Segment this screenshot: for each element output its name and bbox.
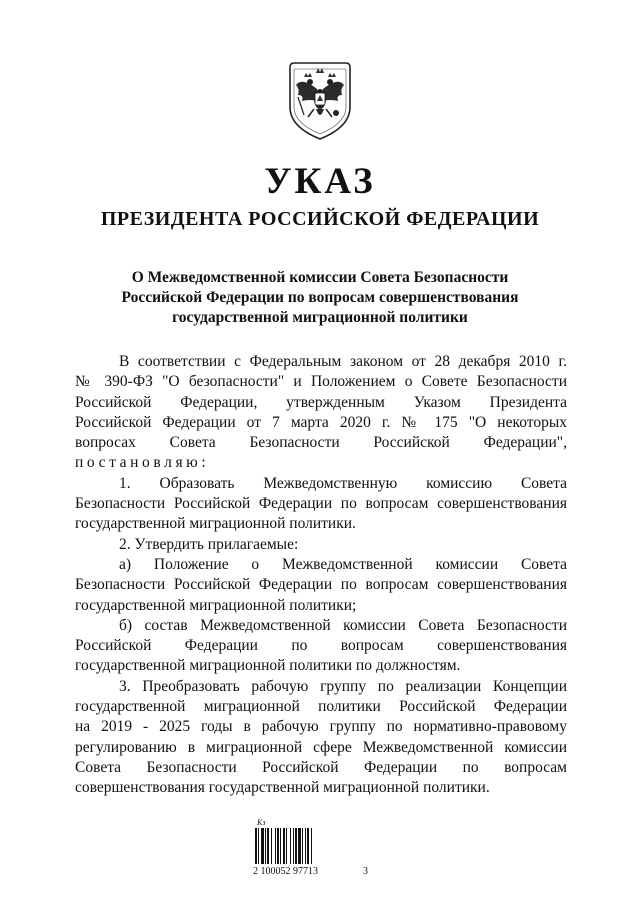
text-line: Российской Федерации от 7 марта 2020 г. № 175 "О некоторых — [75, 413, 567, 431]
text-line: постановляю: — [75, 454, 210, 472]
barcode — [253, 818, 373, 882]
text-line: 3. Преобразовать рабочую группу по реализации Концепции — [119, 677, 567, 695]
text-line: совершенствования государственной миграционной политики. — [75, 779, 490, 797]
text-line: а) Положение о Межведомственной комиссии Совета — [119, 555, 567, 573]
text-line: В соответствии с Федеральным законом от 28 декабря 2010 г. — [119, 353, 567, 370]
decree-heading-line: О Межведомственной комиссии Совета Безопасности — [131, 269, 509, 286]
paragraph-item-2 — [75, 535, 567, 555]
text-line: государственной миграционной политики по должностям. — [75, 657, 461, 675]
text-line: Российской Федерации, утвержденным Указом Президента — [75, 393, 567, 411]
barcode-check-digit: 3 — [363, 866, 368, 877]
coat-of-arms-emblem-icon — [284, 55, 356, 141]
document-title: УКАЗ — [264, 161, 376, 202]
paragraph-item-1 — [75, 474, 567, 535]
text-line: Безопасности Российской Федерации по вопросам совершенствования — [75, 495, 567, 513]
paragraph-preamble — [75, 352, 567, 453]
text-line: регулированию в миграционной сфере Межведомственной комиссии — [75, 738, 567, 756]
text-line: 1. Образовать Межведомственную комиссию Совета — [119, 474, 567, 492]
decree-heading — [90, 268, 550, 328]
barcode-handwritten-mark: Кз — [257, 818, 266, 827]
text-line: вопросах Совета Безопасности Российской Федерации", — [75, 434, 567, 452]
decree-heading-line: Российской Федерации по вопросам совершенствования — [121, 289, 519, 306]
paragraph-item-3 — [75, 677, 567, 799]
text-line: государственной миграционной политики; — [75, 596, 357, 614]
barcode-number: 2 100052 97713 — [253, 866, 318, 877]
text-line: государственной миграционной политики. — [75, 515, 356, 533]
text-line: Российской Федерации по вопросам совершенствования — [75, 637, 567, 655]
decree-heading-line: государственной миграционной политики — [172, 309, 468, 326]
text-line: 2. Утвердить прилагаемые: — [119, 535, 299, 553]
decree-body — [75, 352, 567, 799]
document-subtitle: ПРЕЗИДЕНТА РОССИЙСКОЙ ФЕДЕРАЦИИ — [100, 208, 540, 230]
paragraph-resolve — [75, 453, 567, 473]
text-line: государственной миграционной политики Российской Федерации — [75, 698, 567, 716]
text-line: б) состав Межведомственной комиссии Совета Безопасности — [119, 616, 567, 634]
text-line: Безопасности Российской Федерации по вопросам совершенствования — [75, 576, 567, 594]
text-line: № 390-ФЗ "О безопасности" и Положением о Совете Безопасности — [75, 373, 567, 391]
paragraph-item-2a — [75, 555, 567, 616]
text-line: Совета Безопасности Российской Федерации по вопросам — [75, 758, 567, 776]
barcode-bars-icon — [255, 828, 333, 864]
text-line: на 2019 - 2025 годы в рабочую группу по нормативно-правовому — [75, 718, 567, 736]
paragraph-item-2b — [75, 616, 567, 677]
